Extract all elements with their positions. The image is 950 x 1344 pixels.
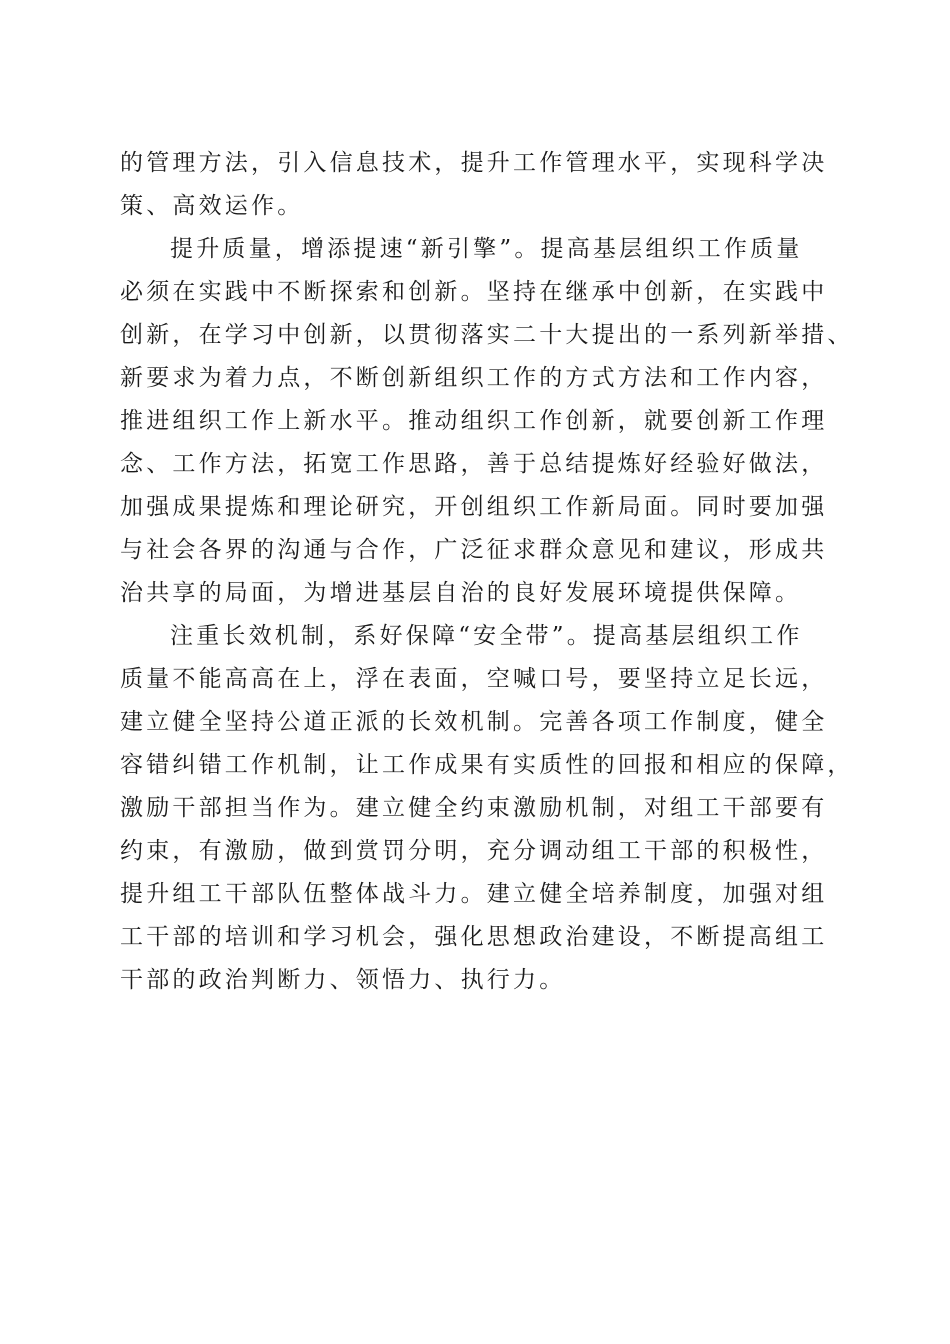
text-line: 的管理方法，引入信息技术，提升工作管理水平，实现科学决 [120, 150, 828, 176]
paragraph-1 [120, 142, 832, 228]
text-line: 与社会各界的沟通与合作，广泛征求群众意见和建议，形成共 [120, 537, 828, 563]
text-line: 提升组工干部队伍整体战斗力。建立健全培养制度，加强对组 [120, 881, 828, 907]
text-line: 新要求为着力点，不断创新组织工作的方式方法和工作内容， [120, 365, 828, 391]
text-line: 创新，在学习中创新，以贯彻落实二十大提出的一系列新举措、 [120, 322, 854, 348]
text-line: 质量不能高高在上，浮在表面，空喊口号，要坚持立足长远， [120, 666, 828, 692]
text-line: 加强成果提炼和理论研究，开创组织工作新局面。同时要加强 [120, 494, 828, 520]
paragraph-2 [120, 228, 854, 615]
paragraph-3 [120, 615, 854, 1002]
text-line: 干部的政治判断力、领悟力、执行力。 [120, 967, 566, 993]
text-line: 推进组织工作上新水平。推动组织工作创新，就要创新工作理 [120, 408, 828, 434]
document-body [120, 142, 854, 1002]
text-line: 激励干部担当作为。建立健全约束激励机制，对组工干部要有 [120, 795, 828, 821]
text-line: 建立健全坚持公道正派的长效机制。完善各项工作制度，健全 [120, 709, 828, 735]
text-line: 注重长效机制，系好保障“安全带”。提高基层组织工作 [170, 623, 803, 649]
text-line: 念、工作方法，拓宽工作思路，善于总结提炼好经验好做法， [120, 451, 828, 477]
text-line: 策、高效运作。 [120, 193, 304, 219]
text-line: 治共享的局面，为增进基层自治的良好发展环境提供保障。 [120, 580, 802, 606]
text-line: 工干部的培训和学习机会，强化思想政治建设，不断提高组工 [120, 924, 828, 950]
text-line: 容错纠错工作机制，让工作成果有实质性的回报和相应的保障， [120, 752, 854, 778]
text-line: 必须在实践中不断探索和创新。坚持在继承中创新，在实践中 [120, 279, 828, 305]
text-line: 提升质量，增添提速“新引擎”。提高基层组织工作质量 [170, 236, 803, 262]
text-line: 约束，有激励，做到赏罚分明，充分调动组工干部的积极性， [120, 838, 828, 864]
